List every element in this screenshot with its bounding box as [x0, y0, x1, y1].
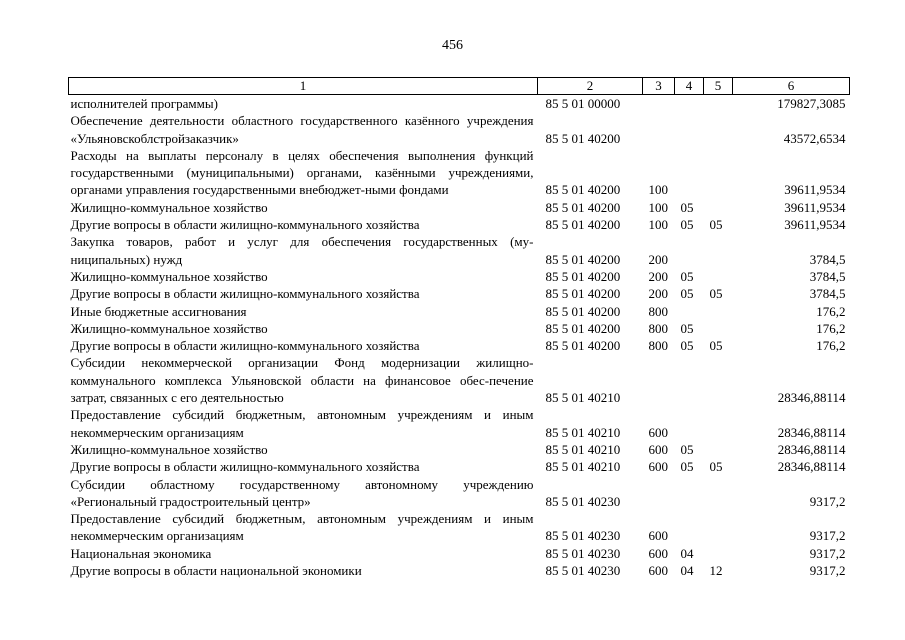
row-expense-type: 600 — [648, 441, 668, 457]
row-amount: 3784,5 — [809, 286, 846, 302]
row-amount: 39611,9534 — [784, 217, 846, 233]
row-name: исполнителей программы) — [70, 96, 218, 111]
page-number: 456 — [442, 38, 463, 53]
row-code: 85 5 01 40200 — [545, 217, 621, 233]
table-row — [69, 320, 850, 337]
row-name: Обеспечение деятельности областного государственного казённого учреждения «Ульяновскоблстройзаказчик» — [70, 113, 534, 146]
row-name: Другие вопросы в области жилищно-коммунального хозяйства — [70, 286, 420, 302]
row-subsection — [704, 441, 733, 458]
row-subsection — [704, 233, 733, 268]
row-subsection: 05 — [709, 217, 723, 233]
row-amount: 39611,9534 — [784, 182, 846, 198]
row-expense-type — [643, 476, 675, 511]
row-section: 05 — [680, 199, 694, 215]
row-expense-type: 200 — [648, 251, 668, 267]
row-code: 85 5 01 40230 — [545, 545, 621, 561]
row-expense-type: 200 — [648, 286, 668, 302]
row-expense-type: 100 — [648, 217, 668, 233]
row-expense-type: 800 — [648, 303, 668, 319]
table-row — [69, 285, 850, 302]
row-subsection — [704, 112, 733, 147]
column-header-4: 4 — [675, 78, 704, 95]
row-section — [675, 476, 704, 511]
table-row — [69, 268, 850, 285]
row-code: 85 5 01 40200 — [545, 303, 621, 319]
column-header-row — [69, 78, 850, 95]
row-code: 85 5 01 40230 — [545, 493, 621, 509]
row-section: 05 — [680, 320, 694, 336]
row-subsection — [704, 268, 733, 285]
column-header-3: 3 — [643, 78, 675, 95]
row-section: 04 — [680, 563, 694, 579]
row-name: Субсидии областному государственному автономному учреждению «Региональный градостроительный центр» — [70, 476, 534, 509]
row-section — [675, 95, 704, 113]
row-amount: 176,2 — [816, 320, 846, 336]
table-row — [69, 562, 850, 579]
row-code: 85 5 01 40200 — [545, 320, 621, 336]
row-expense-type: 600 — [648, 563, 668, 579]
table-row — [69, 406, 850, 441]
row-expense-type: 600 — [648, 528, 668, 544]
row-amount: 28346,88114 — [777, 390, 846, 406]
row-section — [675, 406, 704, 441]
row-code: 85 5 01 40210 — [545, 459, 621, 475]
row-amount: 9317,2 — [809, 528, 846, 544]
row-code: 85 5 01 40200 — [545, 338, 621, 354]
row-expense-type: 600 — [648, 545, 668, 561]
row-expense-type: 100 — [648, 182, 668, 198]
row-section: 04 — [680, 545, 694, 561]
row-expense-type: 200 — [648, 268, 668, 284]
table-row — [69, 354, 850, 406]
row-subsection — [704, 95, 733, 113]
row-code: 85 5 01 40210 — [545, 390, 621, 406]
table-row — [69, 95, 850, 113]
table-row — [69, 337, 850, 354]
row-expense-type: 800 — [648, 320, 668, 336]
row-amount: 176,2 — [816, 338, 846, 354]
row-code: 85 5 01 40200 — [545, 268, 621, 284]
row-amount: 28346,88114 — [777, 441, 846, 457]
table-row — [69, 545, 850, 562]
row-name: Национальная экономика — [70, 545, 212, 561]
row-amount: 179827,3085 — [777, 96, 846, 111]
row-section — [675, 233, 704, 268]
row-subsection — [704, 199, 733, 216]
table-row — [69, 510, 850, 545]
row-amount: 28346,88114 — [777, 424, 846, 440]
row-name: Жилищно-коммунальное хозяйство — [70, 268, 268, 284]
row-amount: 3784,5 — [809, 251, 846, 267]
row-name: Другие вопросы в области жилищно-коммунального хозяйства — [70, 217, 420, 233]
row-amount: 176,2 — [816, 303, 846, 319]
table-body — [69, 95, 850, 580]
row-name: Жилищно-коммунальное хозяйство — [70, 199, 268, 215]
row-name: Другие вопросы в области национальной экономики — [70, 563, 362, 579]
row-subsection — [704, 510, 733, 545]
row-expense-type: 800 — [648, 338, 668, 354]
table-row — [69, 476, 850, 511]
row-subsection — [704, 147, 733, 199]
row-name: Предоставление субсидий бюджетным, автономным учреждениям и иным некоммерческим организациям — [70, 407, 534, 440]
row-amount: 39611,9534 — [784, 199, 846, 215]
table-row — [69, 233, 850, 268]
column-header-6: 6 — [733, 78, 850, 95]
row-section: 05 — [680, 338, 694, 354]
row-name: Иные бюджетные ассигнования — [70, 303, 247, 319]
row-code: 85 5 01 40210 — [545, 424, 621, 440]
row-section: 05 — [680, 268, 694, 284]
row-amount: 9317,2 — [809, 545, 846, 561]
row-code: 85 5 01 40200 — [545, 130, 621, 146]
row-name: Другие вопросы в области жилищно-коммунального хозяйства — [70, 459, 420, 475]
row-code: 85 5 01 40200 — [545, 182, 621, 198]
column-header-1: 1 — [69, 78, 538, 95]
row-name: Закупка товаров, работ и услуг для обеспечения государственных (му-ниципальных) нужд — [70, 234, 534, 267]
row-code: 85 5 01 40200 — [545, 199, 621, 215]
row-subsection — [704, 320, 733, 337]
row-subsection — [704, 406, 733, 441]
column-header-2: 2 — [538, 78, 643, 95]
row-subsection — [704, 545, 733, 562]
row-name: Жилищно-коммунальное хозяйство — [70, 320, 268, 336]
row-subsection — [704, 476, 733, 511]
row-section — [675, 147, 704, 199]
row-code: 85 5 01 40210 — [545, 441, 621, 457]
row-name: Субсидии некоммерческой организации Фонд модернизации жилищно-коммунального комплекса Ульяновской области на финансовое обес-печение затрат, связанных с его деятельностью — [70, 355, 534, 406]
column-header-5: 5 — [704, 78, 733, 95]
row-code: 85 5 01 00000 — [545, 96, 621, 111]
row-code: 85 5 01 40230 — [545, 563, 621, 579]
row-code: 85 5 01 40200 — [545, 286, 621, 302]
row-expense-type — [643, 112, 675, 147]
table-row — [69, 441, 850, 458]
row-section: 05 — [680, 217, 694, 233]
row-code: 85 5 01 40200 — [545, 251, 621, 267]
row-expense-type — [643, 95, 675, 113]
row-section: 05 — [680, 459, 694, 475]
row-name: Предоставление субсидий бюджетным, автономным учреждениям и иным некоммерческим организациям — [70, 511, 534, 544]
row-amount: 3784,5 — [809, 268, 846, 284]
row-amount: 28346,88114 — [777, 459, 846, 475]
row-section — [675, 354, 704, 406]
table-row — [69, 303, 850, 320]
row-name: Другие вопросы в области жилищно-коммунального хозяйства — [70, 338, 420, 354]
row-expense-type: 600 — [648, 424, 668, 440]
row-section — [675, 112, 704, 147]
row-expense-type: 600 — [648, 459, 668, 475]
row-section — [675, 510, 704, 545]
row-name: Расходы на выплаты персоналу в целях обеспечения выполнения функций государственными (муниципальными) органами, казёнными учреждениями, органами управления государственными внебюджет-ными фондами — [70, 147, 534, 198]
row-section: 05 — [680, 441, 694, 457]
row-section — [675, 303, 704, 320]
row-subsection: 05 — [709, 286, 723, 302]
row-expense-type: 100 — [648, 199, 668, 215]
row-amount: 43572,6534 — [783, 130, 846, 146]
row-name: Жилищно-коммунальное хозяйство — [70, 441, 268, 457]
row-subsection — [704, 354, 733, 406]
table-row — [69, 112, 850, 147]
row-section: 05 — [680, 286, 694, 302]
row-subsection: 05 — [709, 338, 723, 354]
budget-table — [68, 77, 850, 579]
row-subsection: 12 — [709, 563, 723, 579]
table-row — [69, 458, 850, 475]
table-row — [69, 147, 850, 199]
table-row — [69, 199, 850, 216]
table-row — [69, 216, 850, 233]
row-code: 85 5 01 40230 — [545, 528, 621, 544]
row-subsection — [704, 303, 733, 320]
row-expense-type — [643, 354, 675, 406]
row-subsection: 05 — [709, 459, 723, 475]
row-amount: 9317,2 — [809, 563, 846, 579]
row-amount: 9317,2 — [809, 493, 846, 509]
